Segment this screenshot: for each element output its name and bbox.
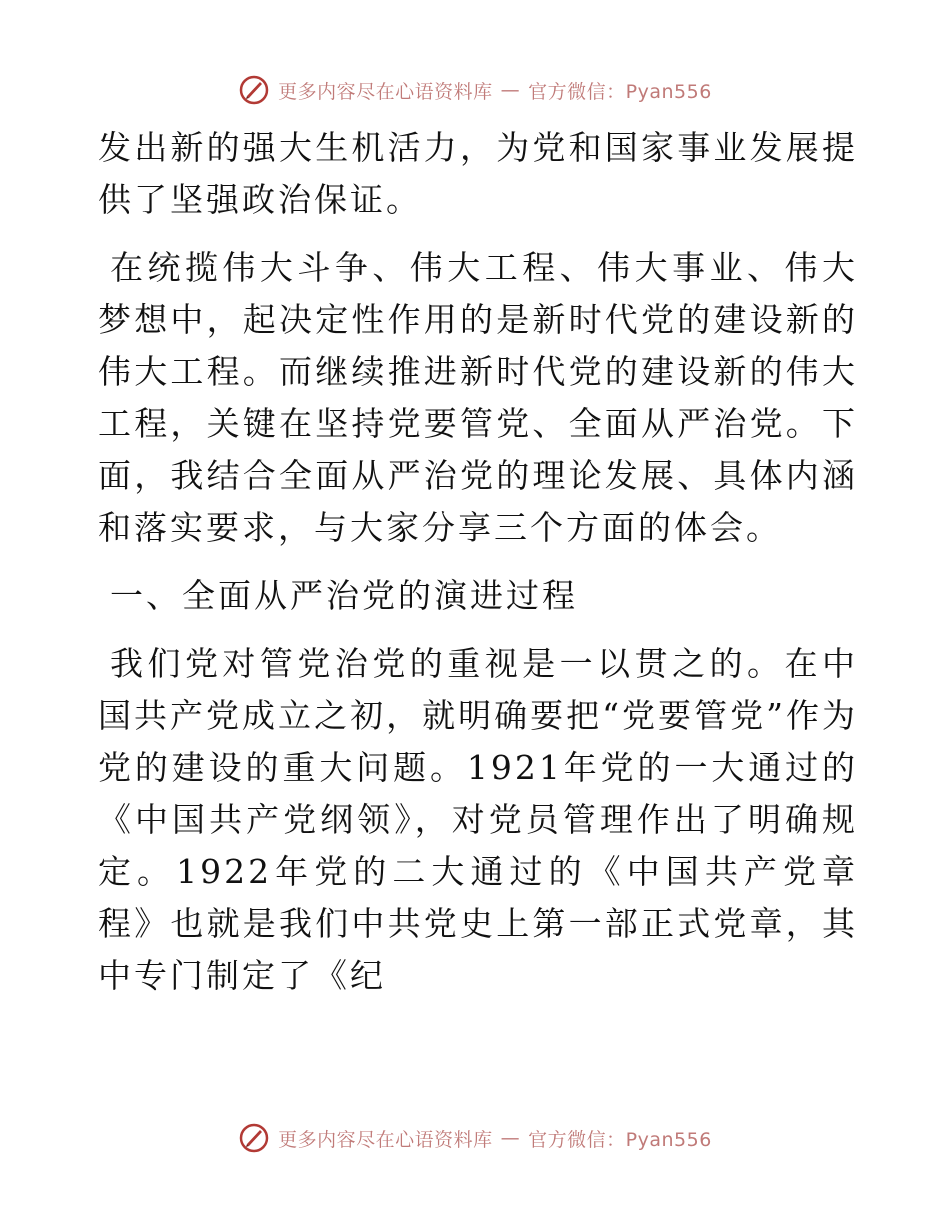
paragraph-3: 我们党对管党治党的重视是一以贯之的。在中国共产党成立之初，就明确要把“党要管党”作为党的建设的重大问题。1921年党的一大通过的《中国共产党纲领》，对党员管理作出了明确规定。1922年党的二大通过的《中国共产党章程》也就是我们中共党史上第一部正式党章，其中专门制定了《纪 (98, 644, 858, 995)
watermark-contact: 官方微信：Pyan556 (528, 80, 712, 103)
watermark-separator: — (500, 79, 521, 101)
watermark-header (0, 70, 950, 110)
watermark-separator: — (500, 1127, 521, 1149)
quill-logo-icon (238, 1122, 270, 1154)
paragraph-1: 发出新的强大生机活力，为党和国家事业发展提供了坚强政治保证。 (98, 128, 858, 219)
paragraph-2: 在统揽伟大斗争、伟大工程、伟大事业、伟大梦想中，起决定性作用的是新时代党的建设新的伟大工程。而继续推进新时代党的建设新的伟大工程，关键在坚持党要管党、全面从严治党。下面，我结合全面从严治党的理论发展、具体内涵和落实要求，与大家分享三个方面的体会。 (98, 248, 858, 547)
watermark-footer (0, 1118, 950, 1158)
watermark-brand: 更多内容尽在心语资料库 (278, 80, 493, 103)
watermark-contact: 官方微信：Pyan556 (528, 1128, 712, 1151)
document-body (98, 122, 858, 1018)
quill-logo-icon (238, 74, 270, 106)
watermark-brand: 更多内容尽在心语资料库 (278, 1128, 493, 1151)
section-heading: 一、全面从严治党的演进过程 (110, 576, 578, 615)
